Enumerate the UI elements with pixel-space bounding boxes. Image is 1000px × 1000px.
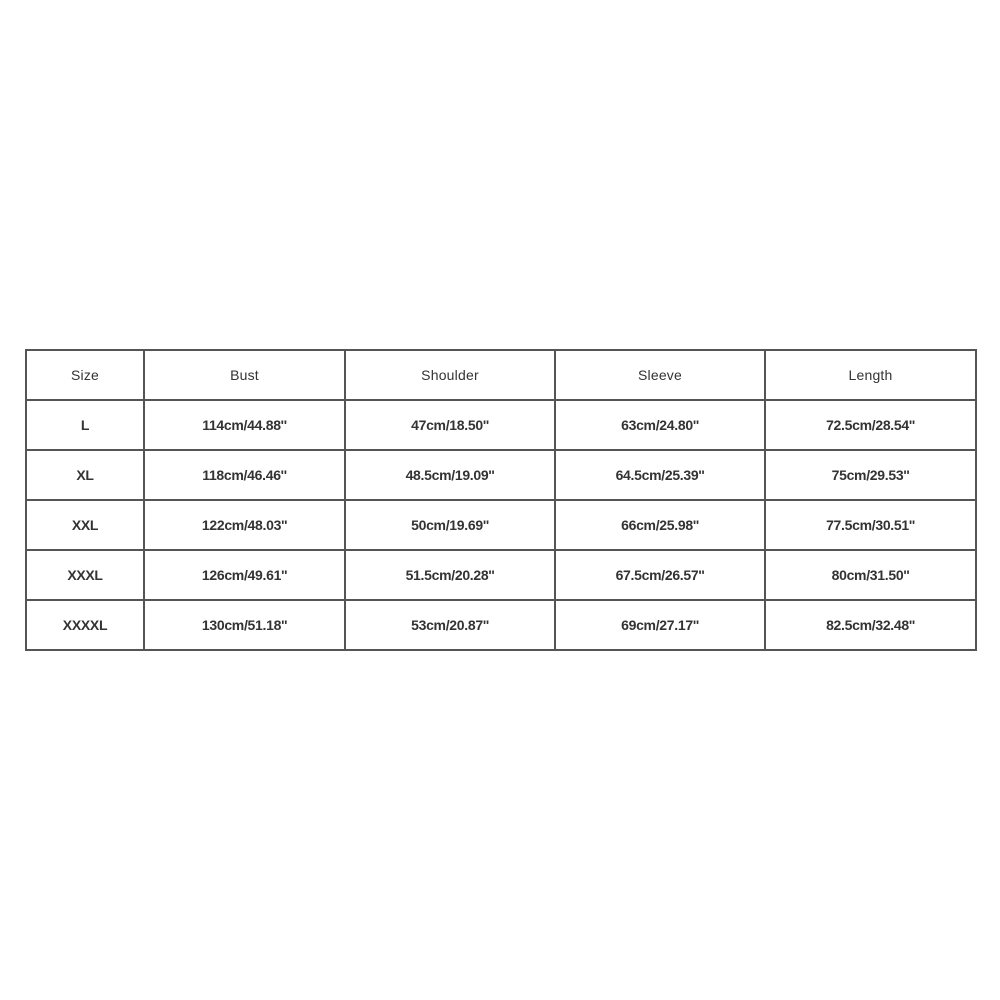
cell-size: XXXL bbox=[26, 550, 144, 600]
table-row bbox=[26, 500, 976, 550]
size-chart-table bbox=[25, 349, 977, 651]
cell-sleeve: 69cm/27.17'' bbox=[555, 600, 765, 650]
cell-sleeve: 66cm/25.98'' bbox=[555, 500, 765, 550]
table-row bbox=[26, 450, 976, 500]
cell-length: 82.5cm/32.48'' bbox=[765, 600, 976, 650]
table-row bbox=[26, 600, 976, 650]
cell-bust: 126cm/49.61'' bbox=[144, 550, 345, 600]
cell-length: 77.5cm/30.51'' bbox=[765, 500, 976, 550]
cell-size: XXL bbox=[26, 500, 144, 550]
cell-length: 72.5cm/28.54'' bbox=[765, 400, 976, 450]
table-row bbox=[26, 550, 976, 600]
table-header-row bbox=[26, 350, 976, 400]
cell-bust: 130cm/51.18'' bbox=[144, 600, 345, 650]
cell-shoulder: 51.5cm/20.28'' bbox=[345, 550, 555, 600]
cell-shoulder: 50cm/19.69'' bbox=[345, 500, 555, 550]
header-sleeve: Sleeve bbox=[555, 350, 765, 400]
header-length: Length bbox=[765, 350, 976, 400]
header-shoulder: Shoulder bbox=[345, 350, 555, 400]
cell-shoulder: 53cm/20.87'' bbox=[345, 600, 555, 650]
cell-size: L bbox=[26, 400, 144, 450]
cell-length: 75cm/29.53'' bbox=[765, 450, 976, 500]
cell-sleeve: 64.5cm/25.39'' bbox=[555, 450, 765, 500]
cell-bust: 114cm/44.88'' bbox=[144, 400, 345, 450]
cell-sleeve: 67.5cm/26.57'' bbox=[555, 550, 765, 600]
header-bust: Bust bbox=[144, 350, 345, 400]
header-size: Size bbox=[26, 350, 144, 400]
table-row bbox=[26, 400, 976, 450]
cell-size: XXXXL bbox=[26, 600, 144, 650]
cell-bust: 118cm/46.46'' bbox=[144, 450, 345, 500]
cell-sleeve: 63cm/24.80'' bbox=[555, 400, 765, 450]
cell-size: XL bbox=[26, 450, 144, 500]
cell-shoulder: 48.5cm/19.09'' bbox=[345, 450, 555, 500]
cell-shoulder: 47cm/18.50'' bbox=[345, 400, 555, 450]
cell-length: 80cm/31.50'' bbox=[765, 550, 976, 600]
cell-bust: 122cm/48.03'' bbox=[144, 500, 345, 550]
